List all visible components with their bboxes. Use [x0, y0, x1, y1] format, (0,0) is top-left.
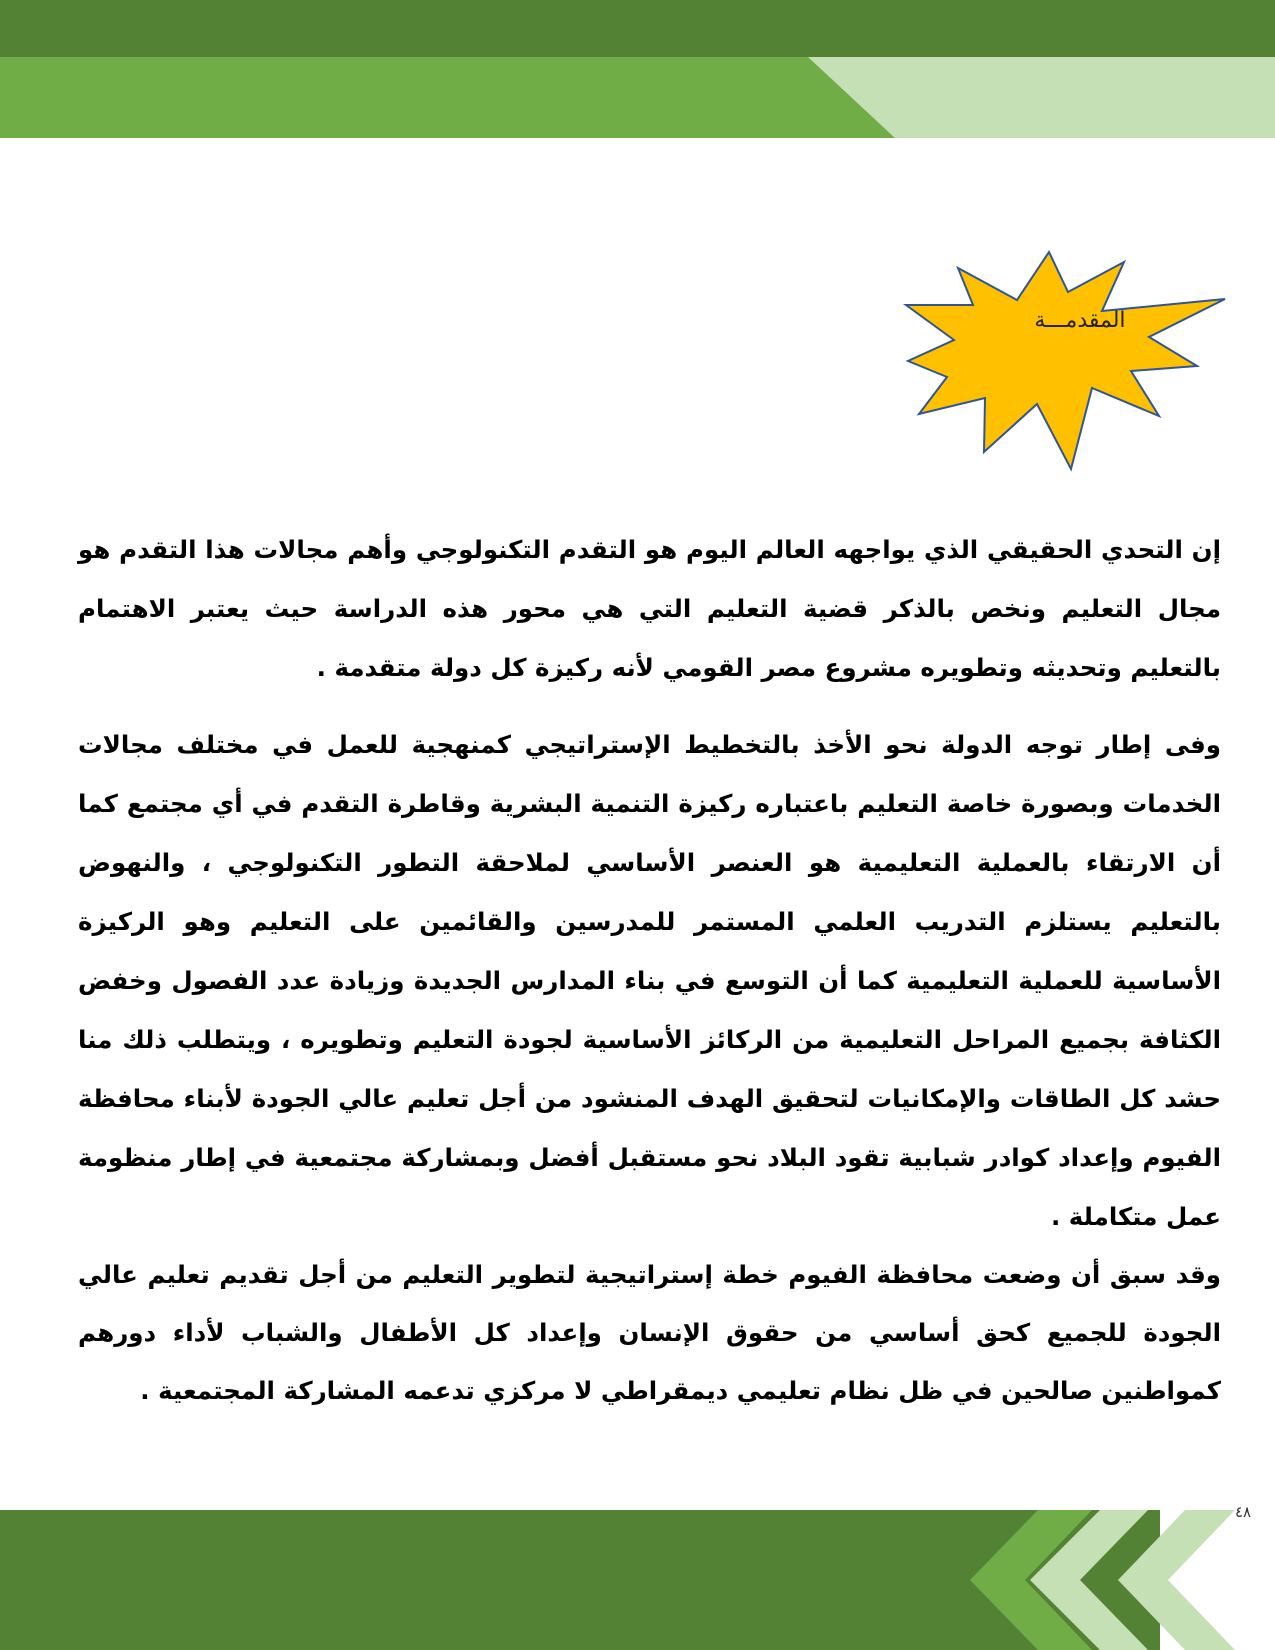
header-banner — [0, 0, 1275, 140]
paragraph-intro: إن التحدي الحقيقي الذي يواجهه العالم اليوم هو التقدم التكنولوجي وأهم مجالات هذا التقدم هو مجال التعليم ونخص بالذكر قضية التعليم التي هي محور هذه الدراسة حيث يعتبر الاهتمام بالتعليم وتحديثه وتطويره مشروع مصر القومي لأنه ركيزة كل دولة متقدمة . — [78, 535, 1221, 682]
header-mid-band — [0, 57, 895, 138]
paragraph-strategy: وفى إطار توجه الدولة نحو الأخذ بالتخطيط الإستراتيجي كمنهجية للعمل في مختلف مجالات الخدمات وبصورة خاصة التعليم باعتباره ركيزة التنمية البشرية وقاطرة التقدم في أي مجتمع كما أن الارتقاء بالعملية التعليمية هو العنصر الأساسي لملاحقة التطور التكنولوجي ، والنهوض بالتعليم يستلزم التدريب العلمي المستمر للمدرسين والقائمين على التعليم وهو الركيزة الأساسية للعملية التعليمية كما أن التوسع في بناء المدارس الجديدة وزيادة عدد الفصول وخفض الكثافة بجميع المراحل التعليمية من الركائز الأساسية لجودة التعليم وتطويره ، ويتطلب ذلك منا حشد كل الطاقات والإمكانيات لتحقيق الهدف المنشود من أجل تعليم عالي الجودة لأبناء محافظة الفيوم وإعداد كوادر شبابية تقود البلاد نحو مستقبل أفضل وبمشاركة مجتمعية في إطار منظومة عمل متكاملة . — [78, 730, 1221, 1231]
section-title: المقدمـــة — [1034, 308, 1126, 333]
paragraph-fayoum-plan: وقد سبق أن وضعت محافظة الفيوم خطة إستراتيجية لتطوير التعليم من أجل تقديم تعليم عالي الجودة للجميع كحق أساسي من حقوق الإنسان وإعداد كل الأطفال والشباب لأداء دورهم كمواطنين صالحين في ظل نظام تعليمي ديمقراطي لا مركزي تدعمه المشاركة المجتمعية . — [78, 1260, 1221, 1405]
body-text — [78, 520, 1221, 1420]
header-dark-stripe — [0, 0, 1275, 57]
footer-banner — [0, 1510, 1275, 1650]
starburst-shape — [906, 252, 1225, 469]
page-number: ٤٨ — [1234, 1503, 1252, 1521]
title-starburst — [900, 245, 1260, 475]
